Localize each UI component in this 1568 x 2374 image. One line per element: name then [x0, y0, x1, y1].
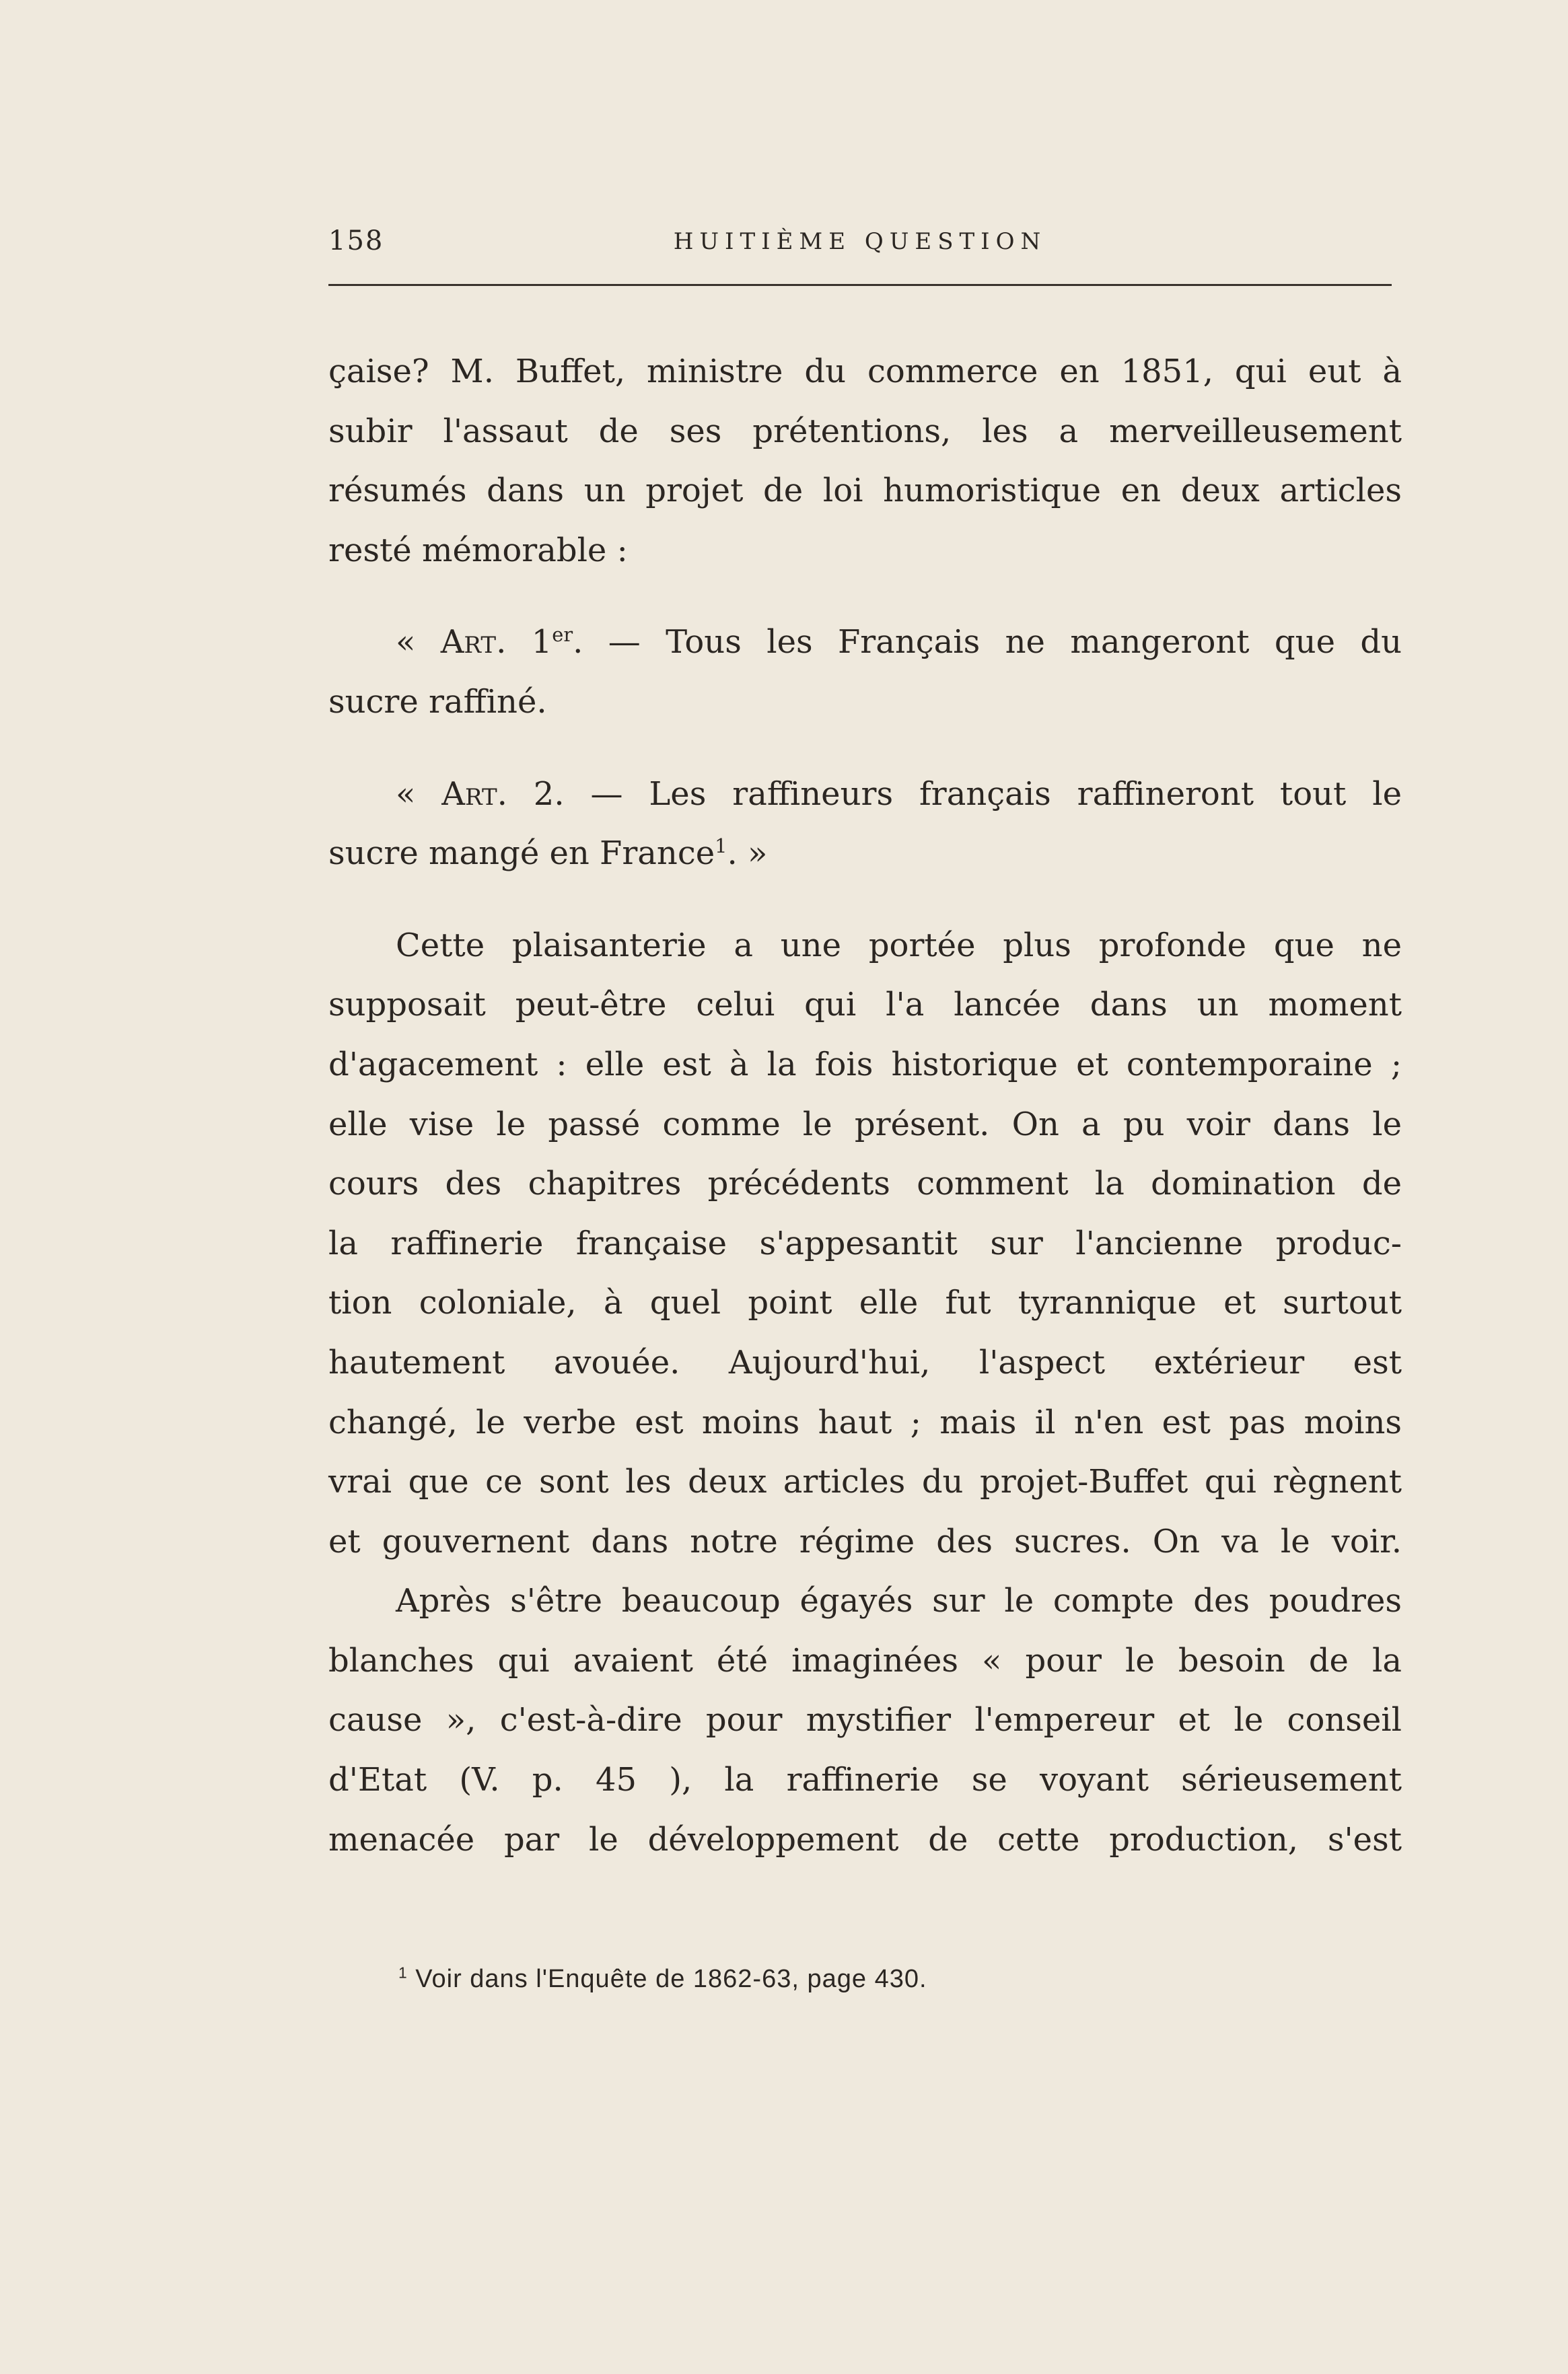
text-line: vrai que ce sont les deux articles du projet-Buffet qui règnent — [328, 1463, 1402, 1501]
text-line: hautement avouée. Aujourd'hui, l'aspect extérieur est — [328, 1343, 1402, 1381]
art-number: . 1 — [496, 623, 553, 661]
article-2-line — [328, 764, 1402, 824]
paragraph-gap — [328, 732, 1402, 764]
article-text: . — Tous les Français ne mangeront que du — [573, 623, 1402, 661]
text-line: cause », c'est-à-dire pour mystifier l'empereur et le conseil — [328, 1701, 1402, 1739]
art-label: Art — [441, 775, 497, 813]
art-label: Art — [440, 623, 497, 661]
text-line: subir l'assaut de ses prétentions, les a merveilleusement — [328, 412, 1402, 450]
text-line: Cette plaisanterie a une portée plus profonde que ne — [396, 926, 1402, 964]
paragraph-gap — [328, 580, 1402, 612]
text-line: elle vise le passé comme le présent. On a pu voir dans le — [328, 1105, 1402, 1143]
text-line: tion coloniale, à quel point elle fut tyrannique et surtout — [328, 1284, 1402, 1322]
body-text — [328, 342, 1402, 1869]
text-line: çaise? M. Buffet, ministre du commerce en 1851, qui eut à — [328, 353, 1402, 390]
header-rule — [328, 284, 1392, 286]
footnote-ref: 1 — [715, 834, 727, 858]
text-line: sucre raffiné. — [328, 682, 547, 721]
footnote-marker: 1 — [398, 1964, 408, 1982]
running-head: HUITIÈME QUESTION — [673, 228, 1047, 255]
footnote — [398, 1965, 927, 1994]
text-line: menacée par le développement de cette production, s'est — [328, 1820, 1402, 1859]
open-quote: « — [396, 775, 442, 813]
text-line: cours des chapitres précédents comment la domination de — [328, 1165, 1402, 1203]
article-2-line-2 — [328, 824, 1402, 884]
article-1-line — [328, 612, 1402, 672]
text-line: supposait peut-être celui qui l'a lancée dans un moment — [328, 986, 1402, 1024]
superscript: er — [552, 623, 573, 647]
page-header — [328, 225, 1392, 266]
text-span: sucre mangé en France — [328, 834, 715, 873]
text-line: résumés dans un projet de loi humoristique en deux articles — [328, 472, 1402, 510]
article-text: . 2. — Les raffineurs français raffineront tout le — [497, 775, 1402, 813]
text-line: changé, le verbe est moins haut ; mais il n'en est pas moins — [328, 1403, 1402, 1441]
footnote-text: Voir dans l'Enquête de 1862-63, page 430. — [415, 1965, 927, 1993]
text-line: la raffinerie française s'appesantit sur l'ancienne produc- — [328, 1224, 1402, 1262]
text-line: resté mémorable : — [328, 531, 628, 569]
open-quote: « — [396, 623, 441, 661]
text-span: . » — [727, 834, 768, 873]
text-line: Après s'être beaucoup égayés sur le compte des poudres — [396, 1582, 1402, 1620]
text-line: blanches qui avaient été imaginées « pour le besoin de la — [328, 1641, 1402, 1680]
text-line: et gouvernent dans notre régime des sucres. On va le voir. — [328, 1522, 1402, 1560]
text-line: d'Etat (V. p. 45 ), la raffinerie se voyant sérieusement — [328, 1761, 1402, 1799]
paragraph-gap — [328, 884, 1402, 916]
text-line: d'agacement : elle est à la fois historique et contemporaine ; — [328, 1045, 1402, 1083]
page-number: 158 — [328, 225, 384, 256]
